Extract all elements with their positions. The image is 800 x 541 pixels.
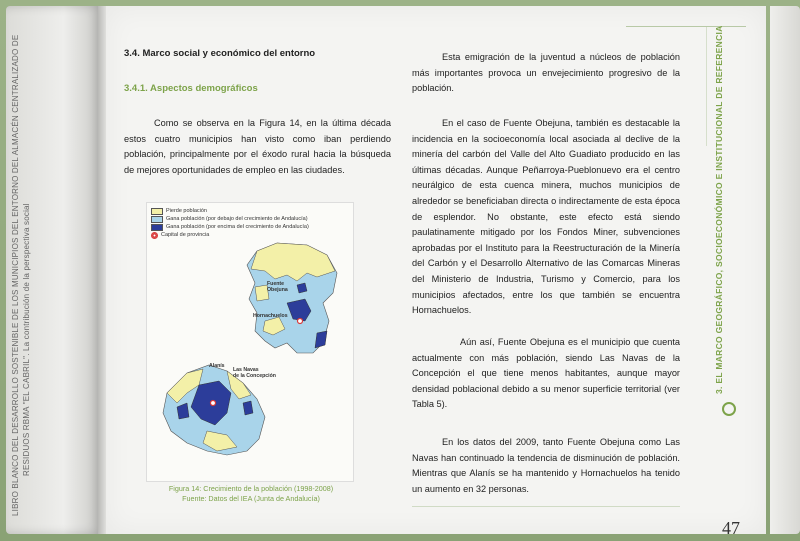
decorative-line: [412, 506, 680, 507]
chapter-tab-title: 3. EL MARCO GEOGRÁFICO, SOCIOECONÓMICO E INSTITUCIONAL DE REFERENCIA: [714, 25, 724, 394]
right-paragraph-2: En el caso de Fuente Obejuna, también es destacable la incidencia en la socioeconomía local asociada al declive de la minería del carbón del Valle del Alto Guadiato producido en las últimas décadas. Aunque Peñarroya-Pueblonuevo era el centro neurálgico de esta cuenca minera, muchos municipios de alrededor se beneficiaban directa o indirectamente de esta época de esplendor. No obstante, este efecto está siendo paulatinamente mitigado por los Fondos Miner, subvenciones aprobadas por el Instituto para la Reestructuración de la Minería del Carbón y el Desarrollo Alternativo de las Comarcas Mineras del Ministerio de Industria, Turismo y Comercio, para los municipios afectados, entre los que también se encuentra Hornachuelos.: [412, 118, 680, 316]
subsection-title: 3.4.1. Aspectos demográficos: [124, 83, 258, 94]
spine-line-1: LIBRO BLANCO DEL DESARROLLO SOSTENIBLE DE LOS MUNICIPIOS DEL ENTORNO DEL ALMACÉN CENTRALIZADO DE: [11, 34, 20, 516]
spine-header: [10, 26, 32, 516]
legend-label: Pierde población: [166, 208, 207, 214]
legend-label: Gana población (por encima del crecimiento de Andalucía): [166, 224, 309, 230]
province-map: [147, 203, 353, 481]
open-book: [6, 6, 794, 538]
map-label-las-navas: Las Navas de la Concepción: [233, 367, 276, 379]
spine-line-2: RESIDUOS RBMA "EL CABRIL". La contribución de la perspectiva social: [22, 203, 31, 476]
left-paragraph: Como se observa en la Figura 14, en la última década estos cuatro municipios han visto como iban perdiendo población, principalmente por el éxodo rural hacia la búsqueda de mejores oportunidades de empleo en las ciudades.: [124, 118, 391, 175]
page-edge: [770, 6, 800, 534]
figure-caption: [136, 484, 366, 504]
map-label-alanis: Alanís: [209, 363, 225, 369]
caption-line-2: Fuente: Datos del IEA (Junta de Andalucía): [182, 494, 320, 503]
map-label-fuente-obejuna: Fuente Obejuna: [267, 281, 288, 293]
left-page: [6, 6, 102, 534]
caption-line-1: Figura 14: Crecimiento de la población (1998-2008): [168, 484, 334, 493]
map-region-dark: [297, 283, 307, 293]
map-region-dark: [243, 401, 253, 415]
chapter-circle-icon: [722, 402, 736, 416]
right-paragraph-3: Aún así, Fuente Obejuna es el municipio que cuenta actualmente con más población, siendo Las Navas de la Concepción el que tiene menos habitantes, aunque mayor densidad poblacional debido a su menor superficie territorial (ver Tabla 5).: [412, 337, 680, 410]
figure-14-map: [146, 202, 354, 482]
section-title: 3.4. Marco social y económico del entorno: [124, 48, 316, 59]
page-number: 47: [722, 518, 740, 538]
capital-marker-icon: [298, 319, 303, 324]
right-paragraph-4: En los datos del 2009, tanto Fuente Obejuna como Las Navas han continuado la tendencia de disminución de población. Mientras que Alanís se ha mantenido y Hornachuelos ha tenido un aumento en 32 personas.: [412, 437, 680, 494]
right-paragraph-1: Esta emigración de la juventud a núcleos de población más importantes provoca un envejecimiento progresivo de la población.: [412, 52, 680, 94]
map-label-hornachuelos: Hornachuelos: [253, 313, 288, 319]
legend-label: Capital de provincia: [161, 232, 210, 238]
chapter-tab: [706, 6, 736, 534]
right-page: [106, 6, 766, 534]
map-region-dark: [315, 331, 327, 348]
legend-label: Gana población (por debajo del crecimiento de Andalucía): [166, 216, 308, 222]
capital-marker-icon: [211, 401, 216, 406]
